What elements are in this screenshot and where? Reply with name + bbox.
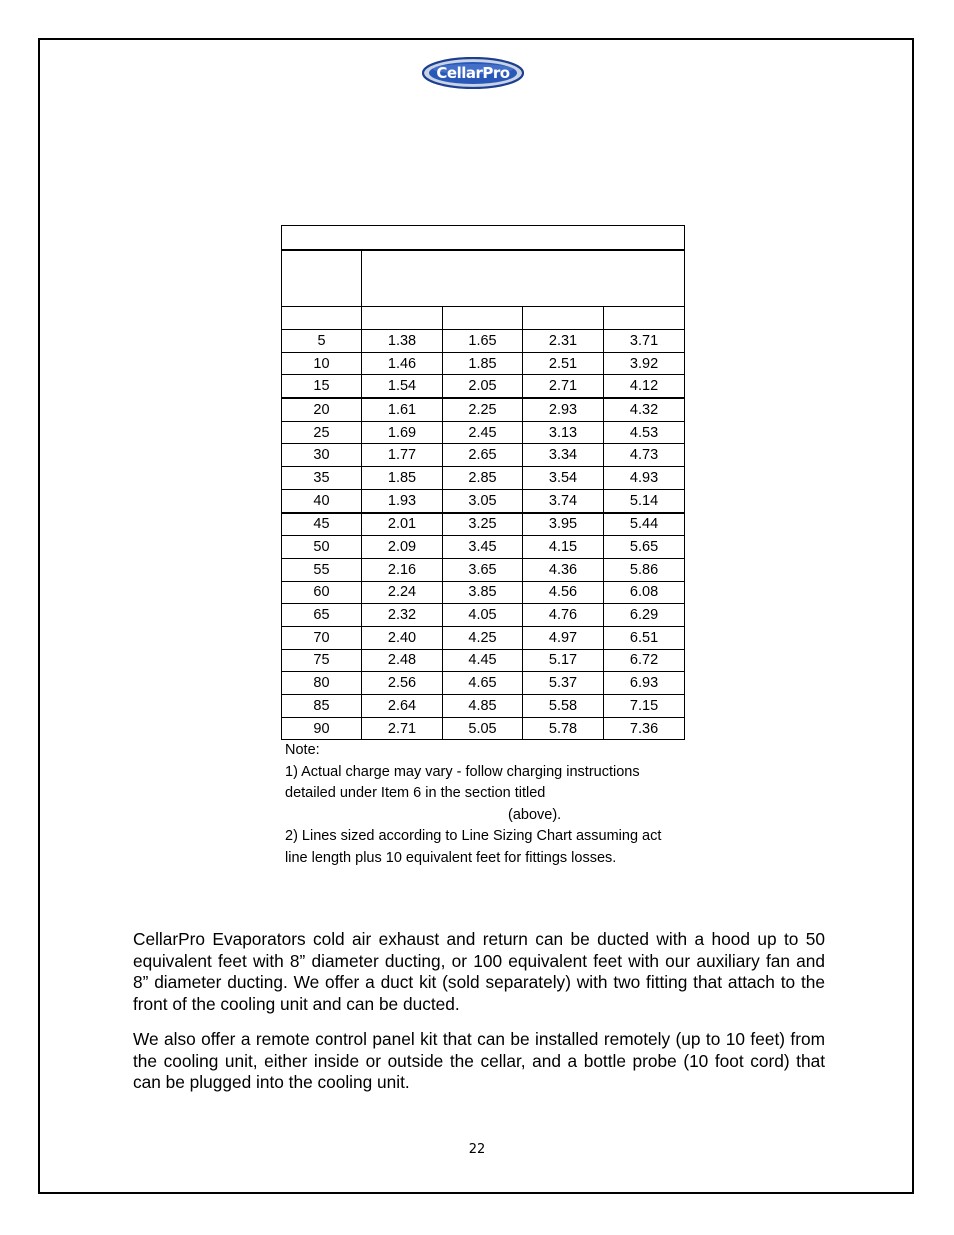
table-cell-value: 2.24 bbox=[362, 581, 443, 604]
table-cell-length: 20 bbox=[282, 398, 362, 421]
table-cell-value: 1.85 bbox=[362, 467, 443, 490]
table-cell-value: 4.93 bbox=[604, 467, 685, 490]
table-cell-value: 1.65 bbox=[443, 330, 523, 353]
table-cell-value: 4.97 bbox=[523, 626, 604, 649]
table-cell-value: 3.54 bbox=[523, 467, 604, 490]
table-cell-value: 1.77 bbox=[362, 444, 443, 467]
table-cell-value: 6.72 bbox=[604, 649, 685, 672]
table-row bbox=[282, 695, 685, 718]
subheader-cell bbox=[604, 307, 685, 330]
table-cell-value: 2.65 bbox=[443, 444, 523, 467]
table-cell-value: 2.71 bbox=[523, 375, 604, 398]
table-cell-value: 4.12 bbox=[604, 375, 685, 398]
table-cell-value: 6.51 bbox=[604, 626, 685, 649]
table-cell-value: 3.92 bbox=[604, 352, 685, 375]
table-cell-value: 2.16 bbox=[362, 558, 443, 581]
table-cell-value: 5.78 bbox=[523, 717, 604, 740]
table-cell-value: 5.37 bbox=[523, 672, 604, 695]
note-1-line-2: detailed under Item 6 in the section titled bbox=[285, 785, 546, 802]
cellarpro-logo bbox=[422, 57, 524, 89]
table-cell-length: 80 bbox=[282, 672, 362, 695]
table-row bbox=[282, 352, 685, 375]
table-cell-length: 70 bbox=[282, 626, 362, 649]
table-cell-value: 7.36 bbox=[604, 717, 685, 740]
table-cell-value: 4.73 bbox=[604, 444, 685, 467]
table-cell-value: 4.15 bbox=[523, 536, 604, 559]
table-cell-value: 2.40 bbox=[362, 626, 443, 649]
table-row bbox=[282, 626, 685, 649]
table-cell-value: 2.64 bbox=[362, 695, 443, 718]
table-cell-value: 4.32 bbox=[604, 398, 685, 421]
table-row bbox=[282, 421, 685, 444]
table-cell-length: 40 bbox=[282, 489, 362, 512]
table-row bbox=[282, 581, 685, 604]
table-row bbox=[282, 558, 685, 581]
table-cell-value: 2.48 bbox=[362, 649, 443, 672]
table-row bbox=[282, 513, 685, 536]
table-cell-value: 4.25 bbox=[443, 626, 523, 649]
table-cell-value: 3.65 bbox=[443, 558, 523, 581]
table-cell-value: 5.17 bbox=[523, 649, 604, 672]
table-cell-length: 10 bbox=[282, 352, 362, 375]
table-cell-value: 1.46 bbox=[362, 352, 443, 375]
table-cell-value: 4.45 bbox=[443, 649, 523, 672]
table-cell-value: 2.32 bbox=[362, 604, 443, 627]
table-cell-value: 5.44 bbox=[604, 513, 685, 536]
table-header-row bbox=[282, 250, 685, 307]
table-cell-value: 6.29 bbox=[604, 604, 685, 627]
table-cell-value: 3.95 bbox=[523, 513, 604, 536]
table-cell-value: 1.54 bbox=[362, 375, 443, 398]
table-row bbox=[282, 444, 685, 467]
table-cell-value: 1.61 bbox=[362, 398, 443, 421]
table-cell-value: 1.85 bbox=[443, 352, 523, 375]
table-subheader-row bbox=[282, 307, 685, 330]
table-row bbox=[282, 536, 685, 559]
table-cell-value: 5.58 bbox=[523, 695, 604, 718]
table-cell-value: 3.34 bbox=[523, 444, 604, 467]
table-row bbox=[282, 717, 685, 740]
table-row bbox=[282, 330, 685, 353]
table-cell-length: 25 bbox=[282, 421, 362, 444]
subheader-cell bbox=[282, 307, 362, 330]
table-cell-value: 3.71 bbox=[604, 330, 685, 353]
note-1-line-3: (above). bbox=[508, 806, 562, 823]
logo-text: CellarPro bbox=[436, 64, 510, 82]
table-cell-value: 2.31 bbox=[523, 330, 604, 353]
table-cell-length: 75 bbox=[282, 649, 362, 672]
table-cell-value: 5.14 bbox=[604, 489, 685, 512]
body-text bbox=[133, 929, 825, 1108]
table-row bbox=[282, 604, 685, 627]
subheader-cell bbox=[362, 307, 443, 330]
table-cell-value: 7.15 bbox=[604, 695, 685, 718]
note-1-line-1: 1) Actual charge may vary - follow charging instructions bbox=[285, 763, 640, 780]
table-cell-value: 3.25 bbox=[443, 513, 523, 536]
table-title bbox=[282, 226, 685, 251]
table-cell-value: 2.93 bbox=[523, 398, 604, 421]
table-cell-length: 30 bbox=[282, 444, 362, 467]
table-cell-value: 3.74 bbox=[523, 489, 604, 512]
table-cell-length: 15 bbox=[282, 375, 362, 398]
subheader-cell bbox=[523, 307, 604, 330]
table-cell-length: 65 bbox=[282, 604, 362, 627]
table-cell-value: 4.56 bbox=[523, 581, 604, 604]
table-cell-length: 85 bbox=[282, 695, 362, 718]
table-cell-value: 4.76 bbox=[523, 604, 604, 627]
table-cell-value: 5.05 bbox=[443, 717, 523, 740]
notes-heading: Note: bbox=[285, 742, 320, 758]
table-cell-value: 6.93 bbox=[604, 672, 685, 695]
table-cell-value: 4.36 bbox=[523, 558, 604, 581]
table-cell-length: 5 bbox=[282, 330, 362, 353]
table-cell-length: 45 bbox=[282, 513, 362, 536]
table-cell-value: 1.38 bbox=[362, 330, 443, 353]
table-cell-value: 4.85 bbox=[443, 695, 523, 718]
note-2-line-2: line length plus 10 equivalent feet for fittings losses. bbox=[285, 849, 617, 866]
table-title-row bbox=[282, 226, 685, 251]
table-cell-length: 55 bbox=[282, 558, 362, 581]
table-cell-value: 2.25 bbox=[443, 398, 523, 421]
table-cell-length: 35 bbox=[282, 467, 362, 490]
header-cell-length bbox=[282, 250, 362, 307]
subheader-cell bbox=[443, 307, 523, 330]
table-cell-value: 1.93 bbox=[362, 489, 443, 512]
header-cell-models bbox=[362, 250, 685, 307]
table-cell-value: 5.65 bbox=[604, 536, 685, 559]
table-row bbox=[282, 398, 685, 421]
table-cell-value: 2.56 bbox=[362, 672, 443, 695]
table-cell-value: 2.71 bbox=[362, 717, 443, 740]
table-cell-value: 2.01 bbox=[362, 513, 443, 536]
table-cell-value: 5.86 bbox=[604, 558, 685, 581]
paragraph-remote-panel: We also offer a remote control panel kit that can be installed remotely (up to 10 feet) from the cooling unit, either inside or outside the cellar, and a bottle probe (10 foot cord) that can be plugged into the cooling unit. bbox=[133, 1029, 825, 1092]
table-row bbox=[282, 672, 685, 695]
table-cell-length: 60 bbox=[282, 581, 362, 604]
table-cell-value: 3.05 bbox=[443, 489, 523, 512]
note-2-line-1: 2) Lines sized according to Line Sizing Chart assuming act bbox=[285, 828, 662, 845]
paragraph-ducting: CellarPro Evaporators cold air exhaust and return can be ducted with a hood up to 50 equivalent feet with 8” diameter ducting, or 100 equivalent feet with our auxiliary fan and 8” diameter ducting. We offer a duct kit (sold separately) with two fitting that attach to the front of the cooling unit and can be ducted. bbox=[133, 929, 825, 1014]
table-row bbox=[282, 489, 685, 512]
table-cell-value: 2.85 bbox=[443, 467, 523, 490]
table-cell-value: 4.65 bbox=[443, 672, 523, 695]
table-body bbox=[282, 226, 685, 740]
table-cell-value: 6.08 bbox=[604, 581, 685, 604]
table-row bbox=[282, 467, 685, 490]
table-cell-value: 4.05 bbox=[443, 604, 523, 627]
table-row bbox=[282, 375, 685, 398]
table-cell-value: 2.05 bbox=[443, 375, 523, 398]
table-notes bbox=[285, 740, 685, 870]
table-cell-value: 1.69 bbox=[362, 421, 443, 444]
table-cell-value: 3.45 bbox=[443, 536, 523, 559]
table-row bbox=[282, 649, 685, 672]
table-cell-value: 2.45 bbox=[443, 421, 523, 444]
table-cell-length: 50 bbox=[282, 536, 362, 559]
table-cell-length: 90 bbox=[282, 717, 362, 740]
table-cell-value: 2.09 bbox=[362, 536, 443, 559]
table-cell-value: 4.53 bbox=[604, 421, 685, 444]
table-cell-value: 3.13 bbox=[523, 421, 604, 444]
table-cell-value: 2.51 bbox=[523, 352, 604, 375]
refrigerant-charge-table bbox=[281, 225, 685, 740]
table-cell-value: 3.85 bbox=[443, 581, 523, 604]
page-number: 22 bbox=[468, 1142, 486, 1157]
